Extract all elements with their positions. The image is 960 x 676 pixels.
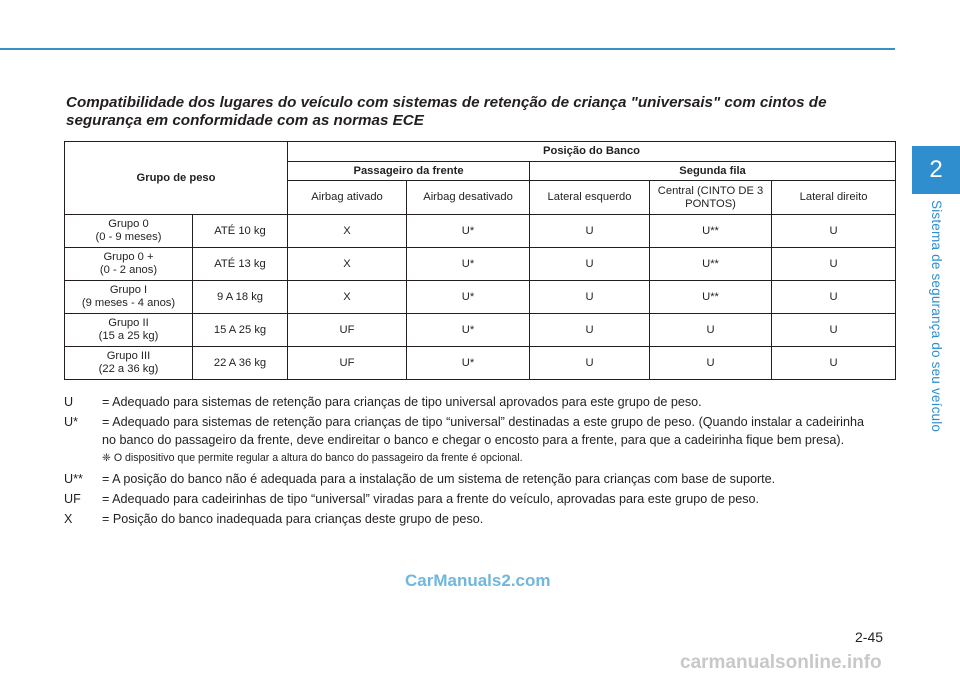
table-cell: U* bbox=[407, 215, 530, 248]
legend-key: U** bbox=[64, 472, 83, 486]
column-header: Lateral esquerdo bbox=[530, 181, 650, 215]
group-range: (0 - 2 anos) bbox=[99, 264, 158, 276]
table-cell: UF bbox=[288, 314, 407, 347]
group-name: Grupo III bbox=[106, 350, 151, 362]
weight-cell: 22 A 36 kg bbox=[193, 347, 288, 380]
table-cell: U bbox=[772, 281, 896, 314]
table-cell: X bbox=[288, 215, 407, 248]
legend-key: UF bbox=[64, 492, 81, 506]
watermark-logo: CarManuals2.com bbox=[405, 571, 551, 590]
table-cell: UF bbox=[288, 347, 407, 380]
table-row bbox=[65, 314, 896, 347]
table-row bbox=[65, 248, 896, 281]
table-cell: X bbox=[288, 281, 407, 314]
table-cell: U bbox=[530, 215, 650, 248]
compatibility-table bbox=[64, 141, 896, 380]
table-cell: U* bbox=[407, 281, 530, 314]
weight-cell: 15 A 25 kg bbox=[193, 314, 288, 347]
weight-cell: ATÉ 10 kg bbox=[193, 215, 288, 248]
group-name: Grupo 0 bbox=[108, 218, 149, 230]
table-cell: U bbox=[772, 314, 896, 347]
legend-text: = A posição do banco não é adequada para a instalação de um sistema de retenção para crianças com base de suporte. bbox=[102, 472, 776, 486]
chapter-tab: 2 bbox=[912, 146, 960, 194]
group-range: (0 - 9 meses) bbox=[95, 231, 162, 243]
section-title: Compatibilidade dos lugares do veículo com sistemas de retenção de criança "universais" com cintos de segurança em conformidade com as normas ECE bbox=[66, 94, 827, 129]
table-cell: U bbox=[772, 347, 896, 380]
table-cell: U** bbox=[650, 281, 772, 314]
chapter-title: Sistema de segurança do seu veículo bbox=[929, 200, 944, 433]
table-row bbox=[65, 347, 896, 380]
table-cell: U** bbox=[650, 248, 772, 281]
footer-watermark: carmanualsonline.info bbox=[680, 652, 882, 673]
position-header: Posição do Banco bbox=[288, 142, 896, 162]
table-cell: X bbox=[288, 248, 407, 281]
table-row bbox=[65, 281, 896, 314]
table-row bbox=[65, 215, 896, 248]
group-name: Grupo I bbox=[109, 284, 148, 296]
group-name: Grupo II bbox=[108, 317, 149, 329]
table-cell: U bbox=[530, 281, 650, 314]
table-cell: U bbox=[650, 314, 772, 347]
legend-item bbox=[64, 393, 864, 411]
legend-item bbox=[64, 490, 864, 508]
weight-cell: ATÉ 13 kg bbox=[193, 248, 288, 281]
legend-item bbox=[64, 413, 864, 449]
footnote: ❈ O dispositivo que permite regular a altura do banco do passageiro da frente é opcional. bbox=[102, 452, 523, 464]
table-cell: U bbox=[530, 347, 650, 380]
table-cell: U* bbox=[407, 314, 530, 347]
column-header: Airbag desativado bbox=[407, 181, 530, 215]
table-cell: U bbox=[772, 248, 896, 281]
group-header: Grupo de peso bbox=[65, 142, 288, 215]
legend-text: = Adequado para cadeirinhas de tipo “universal” viradas para a frente do veículo, aprovadas para este grupo de peso. bbox=[102, 492, 760, 506]
group-range: (9 meses - 4 anos) bbox=[81, 297, 176, 309]
legend-key: X bbox=[64, 512, 73, 526]
legend-item bbox=[64, 470, 864, 488]
weight-cell: 9 A 18 kg bbox=[193, 281, 288, 314]
group-name: Grupo 0 + bbox=[103, 251, 154, 263]
group-range: (22 a 36 kg) bbox=[98, 363, 159, 375]
legend-key: U bbox=[64, 395, 74, 409]
legend-text: = Posição do banco inadequada para crianças deste grupo de peso. bbox=[102, 512, 484, 526]
legend-item bbox=[64, 510, 864, 528]
table-cell: U bbox=[650, 347, 772, 380]
table-cell: U bbox=[530, 248, 650, 281]
page-number: 2-45 bbox=[855, 629, 884, 645]
legend-text: = Adequado para sistemas de retenção para crianças de tipo universal aprovados para este grupo de peso. bbox=[102, 395, 702, 409]
table-cell: U bbox=[772, 215, 896, 248]
table-cell: U bbox=[530, 314, 650, 347]
legend-notes bbox=[64, 393, 864, 530]
group-range: (15 a 25 kg) bbox=[98, 330, 159, 342]
legend-key: U* bbox=[64, 415, 78, 429]
table-cell: U* bbox=[407, 248, 530, 281]
top-rule bbox=[0, 48, 895, 50]
table-cell: U** bbox=[650, 215, 772, 248]
second-row-header: Segunda fila bbox=[530, 162, 896, 181]
front-passenger-header: Passageiro da frente bbox=[288, 162, 530, 181]
table-cell: U* bbox=[407, 347, 530, 380]
column-header: Airbag ativado bbox=[288, 181, 407, 215]
legend-text: = Adequado para sistemas de retenção para crianças de tipo “universal” destinadas a este grupo de peso. (Quando instalar a cadeirinha no banco do passageiro da frente, deve endireitar o banco e chegar o encosto para a frente, para que a cadeirinha fique bem presa). bbox=[102, 415, 864, 447]
column-header: Central (CINTO DE 3 PONTOS) bbox=[650, 181, 772, 215]
column-header: Lateral direito bbox=[772, 181, 896, 215]
